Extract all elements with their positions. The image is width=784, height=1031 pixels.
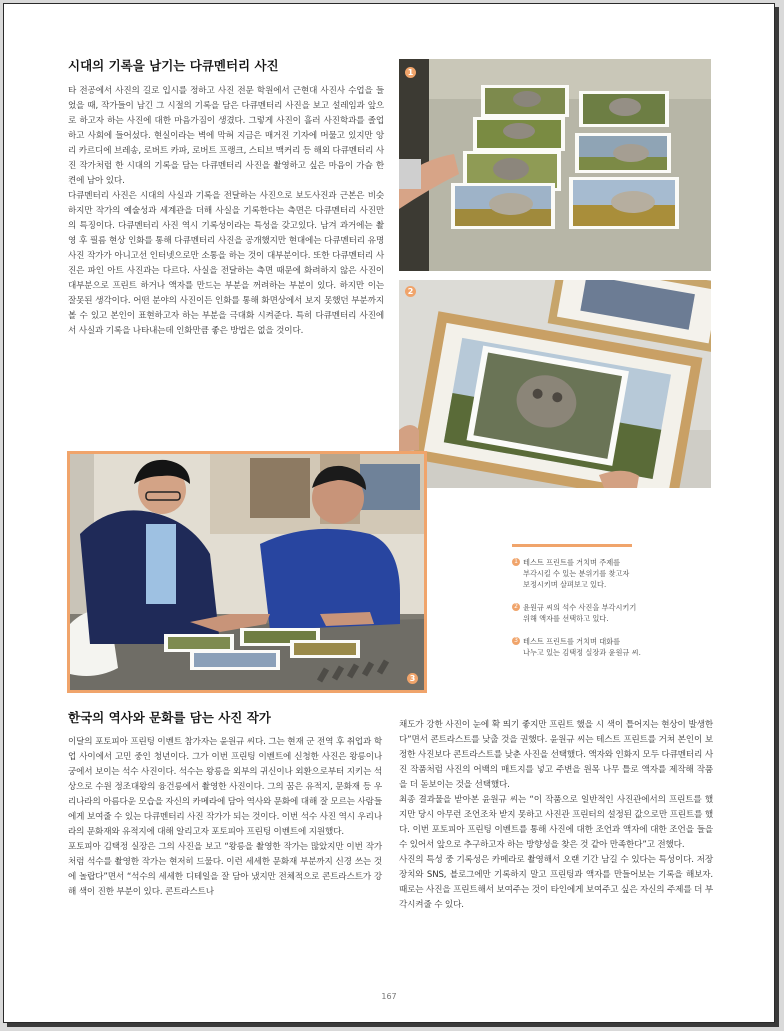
caption-item [512, 602, 677, 624]
photo-number-badge: 2 [405, 286, 416, 297]
photo-prints-on-table [399, 59, 711, 271]
section2-paragraph: 채도가 강한 사진이 눈에 확 띄기 좋지만 프린트 했을 시 색이 틀어지는 현상이 발생한다”면서 콘트라스트를 낮출 것을 권했다. 윤원규 씨는 테스트 프린트를 거쳐 본인이 보정한 사진보다 콘트라스트를 낮춘 사진을 선택했다. 액자와 인화지 모두 다큐멘터리 사진 작품처럼 사진의 어백의 매트지를 넣고 주변을 원목 나무 틀로 액자를 제작해 작품을 더 돋보이는 것을 선택했다. [399, 720, 713, 790]
section2-left-column [68, 735, 382, 900]
caption-number: 3 [512, 637, 520, 645]
caption-item [512, 557, 677, 590]
caption-divider [512, 544, 632, 547]
caption-number: 2 [512, 603, 520, 611]
section2-paragraph: 최종 결과물을 받아본 윤원규 씨는 “이 작품으로 일반적인 사진관에서의 프린트를 했지만 당시 아무런 조언조차 받지 못하고 사진관 프린터의 설정된 값으로만 프린트를 했다. 이번 포토피아 프린팅 이벤트를 통해 사진에 대한 조언과 액자에 대한 조언을 들을 수 있어서 앞으로 추구하고자 하는 방향성을 찾은 것 같아 만족한다”고 전했다. [399, 795, 713, 850]
section2-paragraph: 포토피아 김택정 실장은 그의 사진을 보고 “왕릉을 촬영한 작가는 많았지만 이번 작가처럼 석수를 촬영한 작가는 현저히 드물다. 이런 세세한 문화재 부분까지 신경 쓰는 것에 놀랍다”면서 “석수의 세세한 디테일을 잘 담아 냈지만 전체적으로 콘트라스트가 강해 색이 진한 부분이 있다. 콘트라스트나 [68, 842, 382, 897]
caption-item [512, 636, 677, 658]
caption-text: 윤원규 씨의 석수 사진을 부각시키기 위해 액자를 선택하고 있다. [523, 603, 637, 623]
photo-number-badge: 3 [407, 673, 418, 684]
prints-on-table-illustration [399, 59, 711, 271]
section1-paragraph: 다큐멘터리 사진은 시대의 사실과 기록을 전달하는 사진으로 보도사진과 근본은 비슷하지만 작가의 예술성과 세계관을 더해 사실을 기록한다는 측면은 다큐멘터리 사진만의 특징이다. 다큐멘터리 사진 역시 기록성이라는 특성을 갖고있다. 남겨 과거에는 촬영 후 필름 현상 인화를 통해 다큐멘터리 사진을 공개했지만 현대에는 다큐멘터리 유명 사진 작가가 아니고선 인터넷으로만 소통을 하는 것이 대부분이다. 또한 다큐멘터리 사진은 파인 아트 사진과는 다르다. 사실을 전달하는 측면 때문에 화려하지 않은 사진이 대부분으로 프린트 하거나 액자를 만드는 부분을 꺼려하는 부분이 있다. 하지만 이는 잘못된 생각이다. 어떤 분야의 사진이든 인화를 통해 화면상에서 보지 못했던 부분까지 볼 수 있고 본인이 표현하고자 하는 부분을 극대화 시켜준다. 특히 다큐멘터리 사진에서 사실과 기록을 나타내는데 인화만큼 좋은 방법은 없을 것이다. [68, 191, 384, 336]
section2-paragraph: 이달의 포토피아 프린팅 이벤트 참가자는 윤원규 씨다. 그는 현재 군 전역 후 취업과 학업 사이에서 고민 중인 청년이다. 그가 이번 프린팅 이벤트에 신청한 사진은 왕릉이나 궁에서 보이는 석수 사진이다. 석수는 왕릉을 외부의 귀신이나 외환으로부터 지키는 석상으로 수원 정조대왕의 융건릉에서 촬영한 사진이다. 그의 꿈은 유적지, 문화재 등 우리나라의 아름다운 모습을 자신의 카메라에 담아 역사와 문화에 대해 잘 모르는 사람들에게 보여줄 수 있는 다큐멘터리 사진 작가가 되는 것이다. 이번 석수 사진 역시 우리나라의 문화재와 유적지에 대해 알리고자 포토피아 프린팅 이벤트에 지원했다. [68, 737, 382, 837]
caption-number: 1 [512, 558, 520, 566]
section1-paragraph: 타 전공에서 사진의 길로 입시를 정하고 사진 전문 학원에서 근현대 사진사 수업을 들었을 때, 작가들이 남긴 그 시절의 기록을 담은 다큐멘터리 사진을 보고 설레임과 앞으로 하고자 하는 사진에 대한 마음가짐이 생겼다. 그렇게 사진이 흘러 사진학과를 졸업하고 사회에 들어섰다. 현실이라는 벽에 막혀 지금은 매거진 기자에 머물고 있지만 앙리 카르디에 브레송, 로버트 카파, 로버트 프랭크, 스티브 맥커리 등 해외 다큐멘터리 사진 작가처럼 한 시대의 기록을 담는 다큐멘터리 사진을 촬영하고 싶은 마음이 가슴 한 켠에 남아 있다. [68, 86, 384, 186]
photo-framed-print [399, 280, 711, 488]
section2-paragraph: 사진의 특성 중 기록성은 카메라로 촬영해서 오랜 기간 남길 수 있다는 특성이다. 저장장치와 SNS, 블로그에만 기록하지 말고 프린팅과 액자를 만들어보는 기록을 해보자. 때로는 사진을 프린트해서 보여주는 것이 타인에게 보여주고 싶은 자신의 주제를 더 부각시켜줄 수 있다. [399, 855, 713, 910]
magazine-page [3, 3, 775, 1023]
photo-number-badge: 1 [405, 67, 416, 78]
framed-print-illustration [399, 280, 711, 488]
section1-body [68, 84, 384, 339]
section-title-documentary: 시대의 기록을 남기는 다큐멘터리 사진 [68, 58, 279, 73]
photo-consultation [67, 451, 427, 693]
section2-right-column [399, 718, 713, 913]
caption-text: 테스트 프린트를 거치며 대화를 나누고 있는 김택정 실장과 윤원규 씨. [523, 637, 641, 657]
page-number: 167 [381, 992, 397, 1001]
consultation-illustration [70, 454, 424, 690]
section-title-korean-history: 한국의 역사와 문화를 담는 사진 작가 [68, 710, 271, 725]
caption-text: 테스트 프린트를 거치며 주제를 부각시킬 수 있는 분위기를 찾고자 보정시키며 살펴보고 있다. [523, 558, 630, 589]
photo-captions [512, 544, 677, 670]
